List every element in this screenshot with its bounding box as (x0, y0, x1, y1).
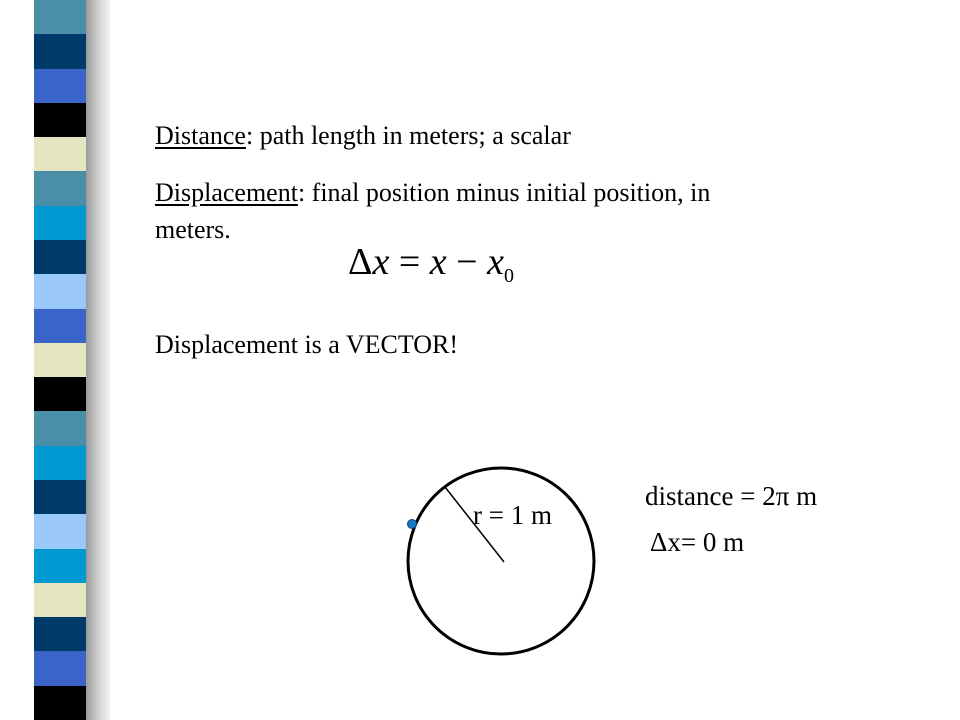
equation-equals: = (389, 241, 430, 283)
start-point (408, 520, 417, 529)
equation-rhs-x: x (429, 241, 447, 283)
distance-term: Distance (155, 121, 246, 150)
radius-label: r = 1 m (473, 500, 552, 530)
distance-result: distance = 2π m (645, 481, 818, 511)
equation-subscript: 0 (503, 265, 514, 287)
circular-path (408, 468, 594, 654)
equation-minus: − (446, 241, 488, 283)
displacement-term: Displacement (155, 178, 298, 207)
displacement-definition-text: : final position minus initial position, in (297, 178, 711, 207)
equation-delta: Δ (348, 241, 373, 283)
displacement-result: Δx= 0 m (650, 527, 745, 557)
equation-rhs-x0: x (487, 241, 504, 283)
displacement-definition-continued: meters. (155, 215, 231, 244)
vector-statement: Displacement is a VECTOR! (155, 330, 459, 359)
equation-lhs: x (372, 241, 390, 283)
distance-definition-text: : path length in meters; a scalar (245, 121, 571, 150)
